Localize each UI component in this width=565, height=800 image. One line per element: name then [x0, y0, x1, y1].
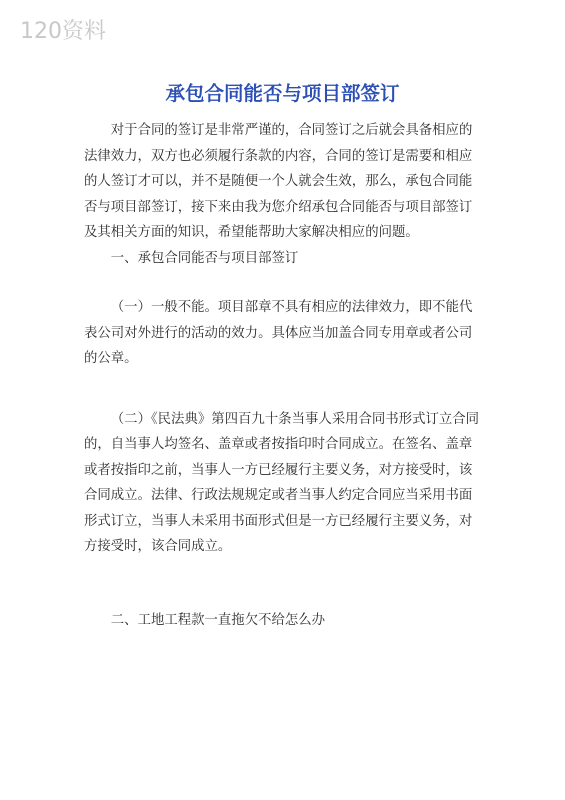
- intro-paragraph: 对于合同的签订是非常严谨的，合同签订之后就会具备相应的法律效力，双方也必须履行条款的内容，合同的签订是需要和相应的人签订才可以，并不是随便一个人就会生效，那么，承包合同能否与项目部签订，接下来由我为您介绍承包合同能否与项目部签订及其相关方面的知识，希望能帮助大家解决相应的问题。: [84, 123, 473, 240]
- section-heading-2: 二、工地工程款一直拖欠不给怎么办: [110, 612, 326, 628]
- item-paragraph-1: （一）一般不能。项目部章不具有相应的法律效力，即不能代表公司对外进行的活动的效力。具体应当加盖合同专用章或者公司的公章。: [84, 300, 473, 366]
- watermark-logo: 120资料: [20, 19, 106, 44]
- item-paragraph-2: （二）《民法典》第四百九十条当事人采用合同书形式订立合同的，自当事人均签名、盖章或者按指印时合同成立。在签名、盖章或者按指印之前，当事人一方已经履行主要义务，对方接受时，该合同成立。法律、行政法规规定或者当事人约定合同应当采用书面形式订立，当事人未采用书面形式但是一方已经履行主要义务，对方接受时，该合同成立。: [84, 411, 480, 554]
- section-heading-1: 一、承包合同能否与项目部签订: [110, 250, 299, 266]
- document-body: [84, 118, 484, 633]
- document-title: 承包合同能否与项目部签订: [165, 82, 400, 105]
